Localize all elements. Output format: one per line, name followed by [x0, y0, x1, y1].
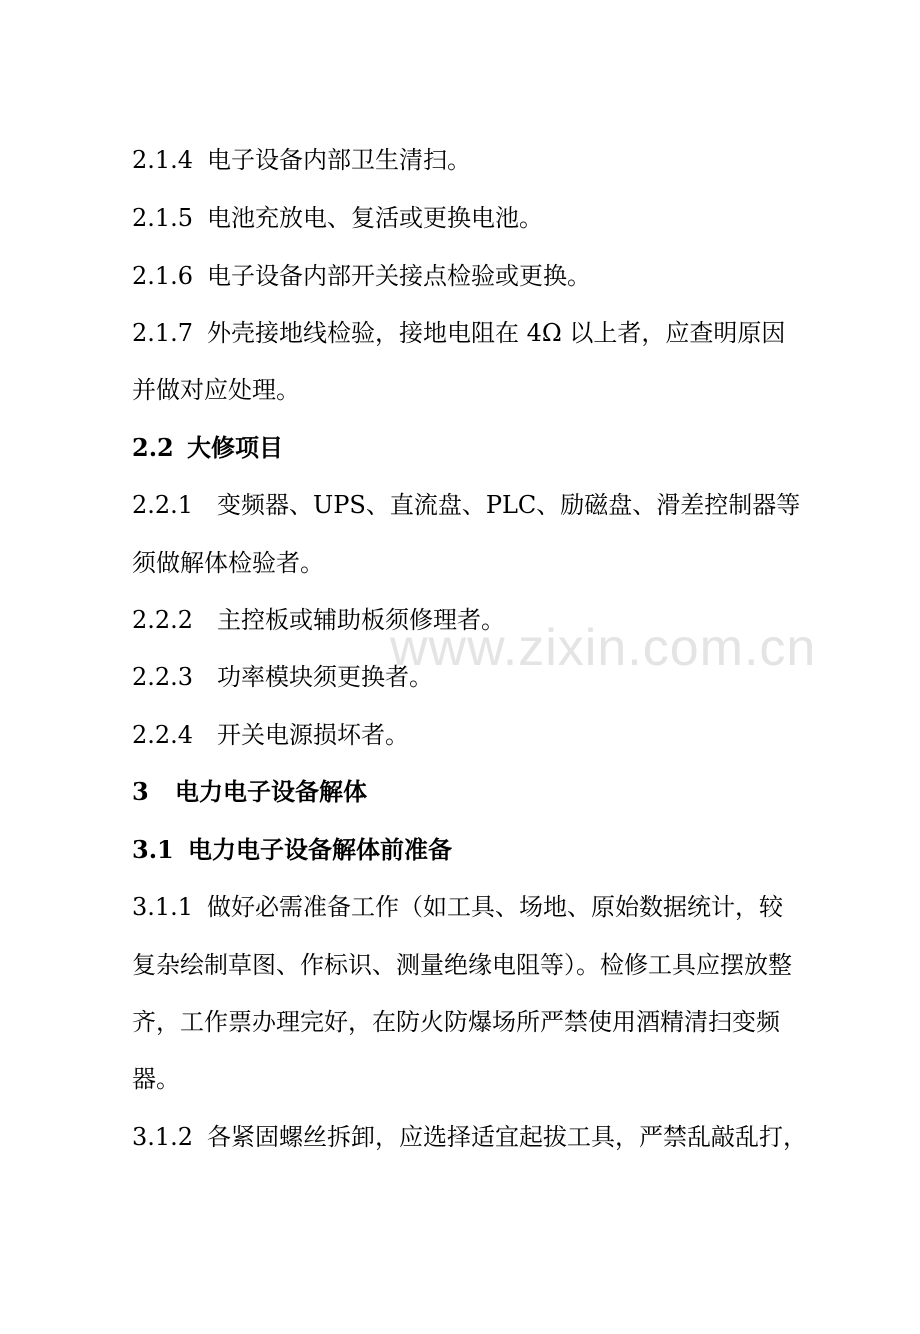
item-text: 功率模块须更换者。: [217, 663, 433, 691]
section-number: 3.1: [132, 835, 174, 864]
item-text: 开关电源损坏者。: [217, 721, 409, 749]
item-text: 做好必需准备工作（如工具、场地、原始数据统计，较: [207, 893, 783, 921]
item-text: 电子设备内部开关接点检验或更换。: [207, 262, 591, 290]
section-heading-3-1: [132, 835, 452, 865]
item-3-1-1: [132, 892, 783, 922]
section-title: 电力电子设备解体前准备: [188, 835, 452, 864]
item-number: 2.1.7: [132, 319, 194, 347]
item-number: 2.2.2: [132, 606, 194, 634]
item-3-1-1-continued-1: [132, 950, 792, 980]
item-2-1-7: [132, 318, 785, 348]
section-number: 2.2: [132, 433, 174, 462]
section-title: 电力电子设备解体: [175, 777, 367, 806]
item-number: 2.2.1: [132, 491, 194, 519]
watermark: www.zixin.com.cn: [390, 619, 817, 677]
item-text: 变频器、UPS、直流盘、PLC、励磁盘、滑差控制器等: [217, 491, 801, 519]
item-number: 2.2.3: [132, 663, 194, 691]
item-3-1-2: [132, 1122, 807, 1152]
item-2-2-2: [132, 605, 505, 635]
item-text: 电子设备内部卫生清扫。: [207, 146, 471, 174]
section-number: 3: [132, 777, 149, 806]
item-2-1-6: [132, 261, 591, 291]
item-3-1-1-continued-3: [132, 1064, 180, 1094]
item-2-1-7-continued: [132, 375, 300, 405]
item-2-2-4: [132, 720, 409, 750]
item-text: 主控板或辅助板须修理者。: [217, 606, 505, 634]
item-2-2-1: [132, 490, 800, 520]
item-text: 并做对应处理。: [132, 376, 300, 404]
item-number: 3.1.2: [132, 1123, 194, 1151]
item-2-1-5: [132, 203, 543, 233]
item-number: 2.2.4: [132, 721, 194, 749]
item-number: 3.1.1: [132, 893, 194, 921]
item-text: 各紧固螺丝拆卸，应选择适宜起拔工具，严禁乱敲乱打，: [207, 1123, 807, 1151]
item-2-2-3: [132, 662, 433, 692]
item-number: 2.1.6: [132, 262, 194, 290]
item-text: 须做解体检验者。: [132, 549, 324, 577]
item-text: 电池充放电、复活或更换电池。: [207, 204, 543, 232]
item-text: 器。: [132, 1065, 180, 1093]
item-number: 2.1.4: [132, 146, 194, 174]
item-2-2-1-continued: [132, 548, 324, 578]
section-heading-3: [132, 777, 367, 807]
section-heading-2-2: [132, 433, 283, 463]
item-2-1-4: [132, 145, 471, 175]
section-title: 大修项目: [187, 433, 283, 462]
item-text: 外壳接地线检验，接地电阻在 4Ω 以上者，应查明原因: [207, 319, 786, 347]
item-number: 2.1.5: [132, 204, 194, 232]
item-3-1-1-continued-2: [132, 1007, 780, 1037]
item-text: 复杂绘制草图、作标识、测量绝缘电阻等）。检修工具应摆放整: [132, 951, 792, 979]
item-text: 齐，工作票办理完好，在防火防爆场所严禁使用酒精清扫变频: [132, 1008, 780, 1036]
